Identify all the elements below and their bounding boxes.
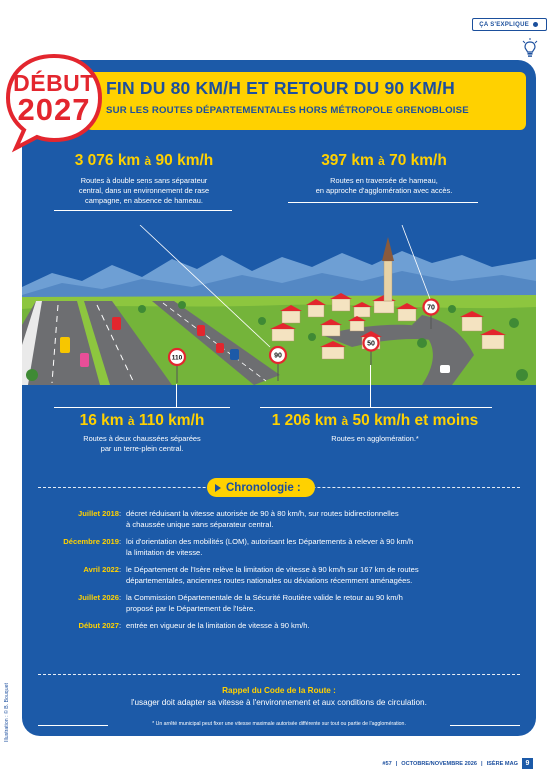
rappel-separator — [38, 674, 520, 675]
stat-50-pointer — [370, 365, 371, 407]
event-text: proposé par le Département de l'Isère. — [126, 604, 256, 613]
debut-2027-badge — [2, 50, 106, 154]
road-landscape-illustration — [22, 225, 536, 385]
stat-50-desc: Routes en agglomération.* — [331, 434, 419, 443]
event-text: départementales, anciennes routes nationales ou déviations récemment aménagées. — [126, 576, 413, 585]
rubric-tab — [472, 18, 547, 31]
event-text: la limitation de vitesse. — [126, 548, 203, 557]
issue-date: OCTOBRE/NOVEMBRE 2026 — [401, 760, 478, 767]
footnote: * Un arrêté municipal peut fixer une vitesse maximale autorisée différente sur tout ou partie de l'agglomération. — [152, 721, 406, 727]
event-text: décret réduisant la vitesse autorisée de 90 à 80 km/h, sur routes bidirectionnelles — [126, 509, 399, 518]
rappel-title: Rappel du Code de la Route : — [222, 686, 336, 695]
play-arrow-icon — [215, 484, 221, 492]
title-band — [86, 72, 526, 130]
stat-70 — [284, 152, 484, 196]
issue-number: #57 — [382, 760, 392, 767]
title-main: FIN DU 80 KM/H ET RETOUR DU 90 KM/H — [106, 78, 455, 98]
chronologie-label: Chronologie : — [207, 478, 315, 497]
stat-90-underline — [54, 210, 232, 211]
sign-90-label: 90 — [274, 352, 282, 360]
event-text: entrée en vigueur de la limitation de vitesse à 90 km/h. — [126, 621, 310, 630]
event-date: Début 2027 — [78, 621, 119, 630]
rappel-text: l'usager doit adapter sa vitesse à l'environnement et aux conditions de circulation. — [131, 698, 427, 707]
stat-110 — [52, 412, 232, 454]
stat-70-underline — [288, 202, 478, 203]
rubric-label: ÇA S'EXPLIQUE — [479, 21, 529, 28]
rubric-dot-icon — [533, 22, 538, 27]
stat-90 — [54, 152, 234, 206]
badge-line2: 2027 — [17, 92, 91, 127]
sign-110-label: 110 — [171, 354, 183, 362]
event-date: Avril 2022 — [83, 565, 119, 574]
event-text: le Département de l'Isère relève la limitation de vitesse à 90 km/h sur 167 km de routes — [126, 565, 419, 574]
stat-110-topline — [54, 407, 230, 408]
sign-50-label: 50 — [367, 340, 375, 348]
stat-50-topline — [260, 407, 492, 408]
stat-70-desc: Routes en traversée de hameau, en approche d'agglomération avec accès. — [315, 176, 453, 195]
stat-90-value: 3 076 km à 90 km/h — [74, 152, 214, 169]
magazine-name: ISÈRE MAG — [486, 760, 518, 767]
event-date: Juillet 2026 — [78, 593, 119, 602]
event-text: la Commission Départementale de la Sécurité Routière valide le retour au 90 km/h — [126, 593, 403, 602]
badge-line1: DÉBUT — [13, 70, 95, 96]
event-text: loi d'orientation des mobilités (LOM), autorisant les Départements à relever à 90 km/h — [126, 537, 414, 546]
lightbulb-icon — [522, 38, 538, 58]
event-date: Juillet 2018 — [78, 509, 119, 518]
stat-110-desc: Routes à deux chaussées séparées par un terre-plein central. — [83, 434, 201, 453]
stat-50 — [244, 412, 506, 444]
event-date: Décembre 2019 — [63, 537, 119, 546]
event-text: à chaussée unique sans séparateur central. — [126, 520, 274, 529]
page-number: 9 — [522, 758, 533, 769]
stat-70-value: 397 km à 70 km/h — [321, 152, 447, 169]
title-subtitle: SUR LES ROUTES DÉPARTEMENTALES HORS MÉTROPOLE GRENOBLOISE — [106, 105, 469, 116]
sign-70-label: 70 — [427, 304, 435, 312]
stat-50-value: 1 206 km à 50 km/h et moins — [271, 412, 479, 429]
illustration-credit: Illustration : © B. Bouquet — [4, 683, 10, 742]
stat-90-desc: Routes à double sens sans séparateur central, dans un environnement de rase campagne, en absence de hameau. — [78, 176, 210, 205]
infographic-panel: FIN DU 80 KM/H ET RETOUR DU 90 KM/H SUR LES ROUTES DÉPARTEMENTALES HORS MÉTROPOLE GRENOBLOISE 3 076 km à 90 km/h Routes à double sens sans séparateur central, dans un environnement de rase campagne, en absence de hameau. 397 km à 70 km/h Routes en traversée de hameau, en approche d'agglomération avec accès. 110 90 50 70 16 km à 110 km/h Routes à deux chaussées séparées par un terre-plein central. 1 206 km à 50 km/h et moins Routes en agglomération.* Chronologie : Juillet 2018 : décret réduisant la vitesse autorisée de 90 à 80 km/h, sur routes bidirectionnelles à chaussée unique sans séparateur central. Décembre 2019 : loi d'orientation des mobilités (LOM), autorisant les Départements à relever à 90 km/h la limitation de vitesse. Avril 2022 : le Département de l'Isère relève la limitation de vitesse à 90 km/h sur 167 km de routes départementales, anciennes routes nationales ou déviations récemment aménagées. Juillet 2026 : la Commission Départementale de la Sécurité Routière valide le retour au 90 km/h proposé par le Département de l'Isère. Début 2027 : entrée en vigueur de la limitation de vitesse à 90 km/h. Rappel du Code de la Route : l'usager doit adapter sa vitesse à l'environnement et aux conditions de circulation. * Un arrêté municipal peut fixer une vitesse maximale autorisée différente sur tout ou partie de l'agglomération. — [22, 60, 536, 736]
stat-110-value: 16 km à 110 km/h — [79, 412, 205, 429]
page-footer: #57 | OCTOBRE/NOVEMBRE 2026 | ISÈRE MAG 9 — [382, 758, 533, 769]
stat-110-pointer — [176, 384, 177, 407]
